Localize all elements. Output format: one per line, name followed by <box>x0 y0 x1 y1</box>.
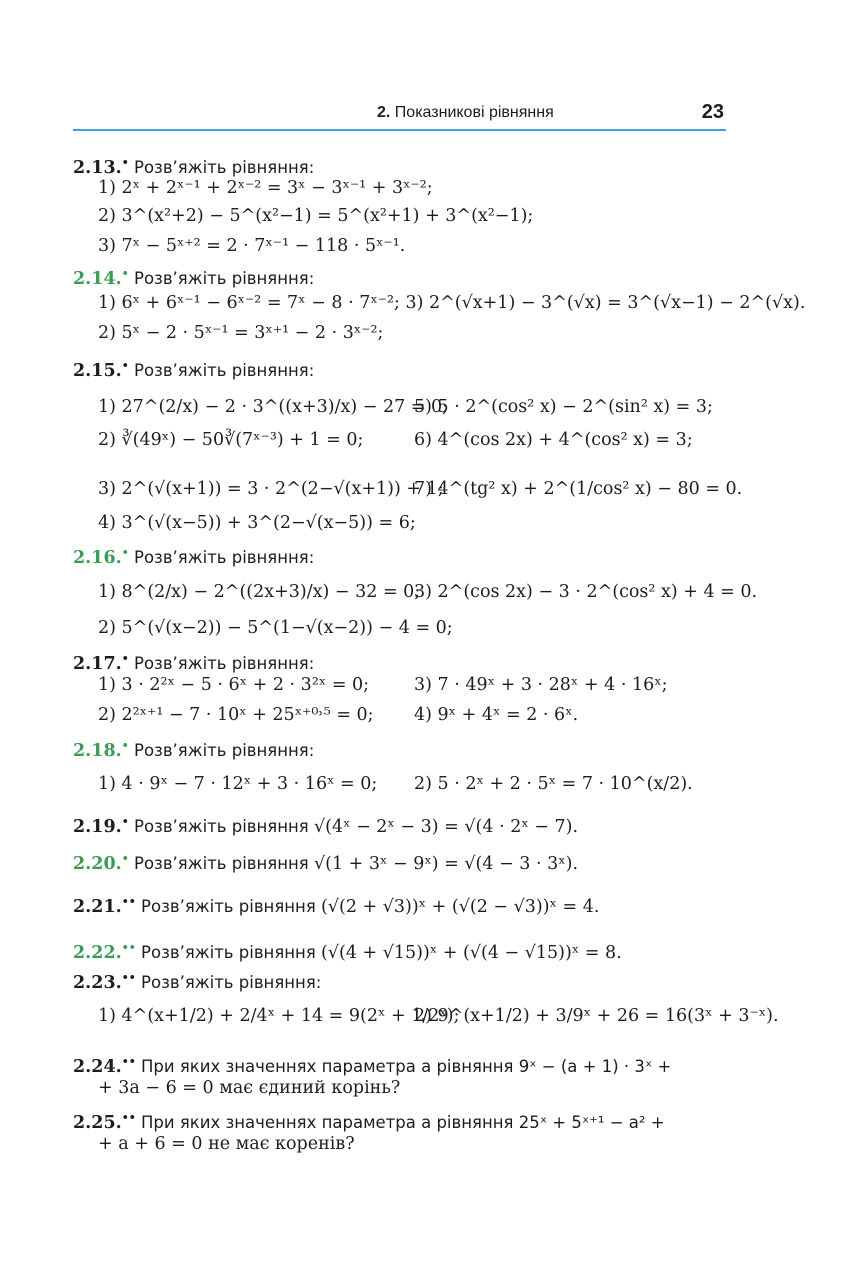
equation-line-right <box>414 1005 779 1027</box>
equation: √(1 + 3ˣ − 9ˣ) = √(4 − 3 · 3ˣ). <box>313 853 579 874</box>
exercise-number: 2.22. <box>73 942 122 963</box>
exercise-text: Розв’яжіть рівняння: <box>128 157 315 177</box>
exercise-number: 2.25. <box>73 1112 122 1133</box>
exercise-heading <box>73 811 578 838</box>
exercise-text: При яких значеннях параметра a рівняння 9ˣ − (a + 1) · 3ˣ + <box>135 1056 672 1076</box>
equation-line <box>98 674 369 696</box>
equation: 2) 5 · 2ˣ + 2 · 5ˣ = 7 · 10^(x/2). <box>414 774 693 794</box>
equation: 7) 4^(tg² x) + 2^(1/cos² x) − 80 = 0. <box>414 479 743 499</box>
exercise-number: 2.16. <box>73 547 122 568</box>
equation: 3) 7 · 49ˣ + 3 · 28ˣ + 4 · 16ˣ; <box>414 675 668 695</box>
equation-line <box>98 773 377 795</box>
exercise-heading <box>73 263 314 290</box>
exercise-number: 2.23. <box>73 972 122 993</box>
exercise-text: Розв’яжіть рівняння: <box>135 972 322 992</box>
difficulty-marker: • <box>121 546 129 559</box>
equation: 1) 3 · 2²ˣ − 5 · 6ˣ + 2 · 3²ˣ = 0; <box>98 675 370 695</box>
equation: 1) 4 · 9ˣ − 7 · 12ˣ + 3 · 16ˣ = 0; <box>98 774 378 794</box>
equation: 2) 5^(√(x−2)) − 5^(1−√(x−2)) − 4 = 0; <box>98 618 453 638</box>
equation: 2) ∛(49ˣ) − 50∛(7ˣ⁻³) + 1 = 0; <box>98 430 364 450</box>
exercise-text: Розв’яжіть рівняння: <box>128 740 315 760</box>
equation: (√(4 + √15))ˣ + (√(4 − √15))ˣ = 8. <box>321 942 622 963</box>
chapter-title <box>377 104 554 122</box>
exercise-heading <box>73 648 314 675</box>
equation-line <box>98 177 433 199</box>
exercise-number: 2.14. <box>73 268 122 289</box>
equation: 2) 2²ˣ⁺¹ − 7 · 10ˣ + 25ˣ⁺⁰˒⁵ = 0; <box>98 705 374 725</box>
header-rule <box>73 129 726 131</box>
equation: 4) 9ˣ + 4ˣ = 2 · 6ˣ. <box>414 705 579 725</box>
equation: 4) 3^(√(x−5)) + 3^(2−√(x−5)) = 6; <box>98 513 416 533</box>
chapter-number: 2. <box>377 104 391 121</box>
exercise-number: 2.19. <box>73 816 122 837</box>
equation-line <box>98 205 533 227</box>
exercise-heading <box>73 848 578 875</box>
equation-line <box>98 292 805 314</box>
equation-line <box>98 396 448 418</box>
exercise-number: 2.20. <box>73 853 122 874</box>
difficulty-marker: •• <box>121 941 136 954</box>
equation: 6) 4^(cos 2x) + 4^(cos² x) = 3; <box>414 430 693 450</box>
exercise-text: Розв’яжіть рівняння: <box>128 653 315 673</box>
exercise-heading <box>73 355 314 382</box>
difficulty-marker: • <box>121 815 129 828</box>
equation: 3) 2^(√(x+1)) = 3 · 2^(2−√(x+1)) + 1; <box>98 479 444 499</box>
equation-line <box>98 512 416 534</box>
equation: 3) 2^(cos 2x) − 3 · 2^(cos² x) + 4 = 0. <box>414 582 758 602</box>
equation: 2) 3^(x²+2) − 5^(x²−1) = 5^(x²+1) + 3^(x²−1); <box>98 206 534 226</box>
equation-line <box>98 704 374 726</box>
exercise-text: Розв’яжіть рівняння: <box>128 547 315 567</box>
difficulty-marker: • <box>121 359 129 372</box>
exercise-text: Розв’яжіть рівняння <box>128 853 314 873</box>
difficulty-marker: • <box>121 267 129 280</box>
exercise-text: Розв’яжіть рівняння: <box>128 268 315 288</box>
equation: (√(2 + √3))ˣ + (√(2 − √3))ˣ = 4. <box>321 896 600 917</box>
exercise-heading <box>73 937 622 964</box>
exercise-number: 2.18. <box>73 740 122 761</box>
difficulty-marker: •• <box>121 1055 136 1068</box>
exercise-number: 2.21. <box>73 896 122 917</box>
difficulty-marker: •• <box>121 895 136 908</box>
equation-line <box>98 429 363 451</box>
exercise-text: При яких значеннях параметра a рівняння 25ˣ + 5ˣ⁺¹ − a² + <box>135 1112 665 1132</box>
exercise-heading <box>73 891 599 918</box>
equation: 1) 8^(2/x) − 2^((2x+3)/x) − 32 = 0; <box>98 582 421 602</box>
equation: 2) 5ˣ − 2 · 5ˣ⁻¹ = 3ˣ⁺¹ − 2 · 3ˣ⁻²; <box>98 323 384 343</box>
equation-line-right <box>414 581 757 603</box>
equation-line <box>98 617 453 639</box>
page-header <box>73 100 726 130</box>
exercise-text: Розв’яжіть рівняння <box>128 816 314 836</box>
equation-line <box>98 1077 400 1099</box>
exercise-heading <box>73 152 314 179</box>
equation: 5) 5 · 2^(cos² x) − 2^(sin² x) = 3; <box>414 397 713 417</box>
page-number: 23 <box>701 101 724 123</box>
exercise-number: 2.17. <box>73 653 122 674</box>
exercise-number: 2.13. <box>73 157 122 178</box>
exercise-heading <box>73 735 314 762</box>
equation-line-right <box>414 429 693 451</box>
equation-line <box>98 1005 460 1027</box>
exercise-heading <box>73 1107 665 1134</box>
equation: √(4ˣ − 2ˣ − 3) = √(4 · 2ˣ − 7). <box>313 816 579 837</box>
equation-line <box>98 581 420 603</box>
exercise-text: Розв’яжіть рівняння <box>135 942 322 962</box>
equation: 3) 7ˣ − 5ˣ⁺² = 2 · 7ˣ⁻¹ − 118 · 5ˣ⁻¹. <box>98 236 406 256</box>
difficulty-marker: • <box>121 156 129 169</box>
equation-line <box>98 235 405 257</box>
chapter-name: Показникові рівняння <box>394 104 554 121</box>
equation-line-right <box>414 478 742 500</box>
equation: 1) 27^(2/x) − 2 · 3^((x+3)/x) − 27 = 0; <box>98 397 449 417</box>
equation-line-right <box>414 674 668 696</box>
equation-line-right <box>414 773 693 795</box>
exercise-text: Розв’яжіть рівняння: <box>128 360 315 380</box>
exercise-heading <box>73 1051 671 1078</box>
difficulty-marker: • <box>121 739 129 752</box>
equation-line-right <box>414 396 713 418</box>
equation-line <box>98 322 383 344</box>
equation: 1) 2ˣ + 2ˣ⁻¹ + 2ˣ⁻² = 3ˣ − 3ˣ⁻¹ + 3ˣ⁻²; <box>98 178 433 198</box>
exercise-text: Розв’яжіть рівняння <box>135 896 322 916</box>
difficulty-marker: • <box>121 652 129 665</box>
equation-line <box>98 478 444 500</box>
equation: + a + 6 = 0 не має коренів? <box>98 1134 355 1154</box>
equation: 2) 9^(x+1/2) + 3/9ˣ + 26 = 16(3ˣ + 3⁻ˣ). <box>414 1006 779 1026</box>
exercise-number: 2.24. <box>73 1056 122 1077</box>
exercise-number: 2.15. <box>73 360 122 381</box>
difficulty-marker: •• <box>121 1111 136 1124</box>
equation-line <box>98 1133 355 1155</box>
exercise-heading <box>73 967 321 994</box>
equation: 1) 6ˣ + 6ˣ⁻¹ − 6ˣ⁻² = 7ˣ − 8 · 7ˣ⁻²; 3) 2^(√x+1) − 3^(√x) = 3^(√x−1) − 2^(√x). <box>98 293 806 313</box>
equation-line-right <box>414 704 578 726</box>
equation: + 3a − 6 = 0 має єдиний корінь? <box>98 1078 401 1098</box>
exercise-heading <box>73 542 314 569</box>
difficulty-marker: • <box>121 852 129 865</box>
difficulty-marker: •• <box>121 971 136 984</box>
equation: 1) 4^(x+1/2) + 2/4ˣ + 14 = 9(2ˣ + 1/2ˣ); <box>98 1006 460 1026</box>
